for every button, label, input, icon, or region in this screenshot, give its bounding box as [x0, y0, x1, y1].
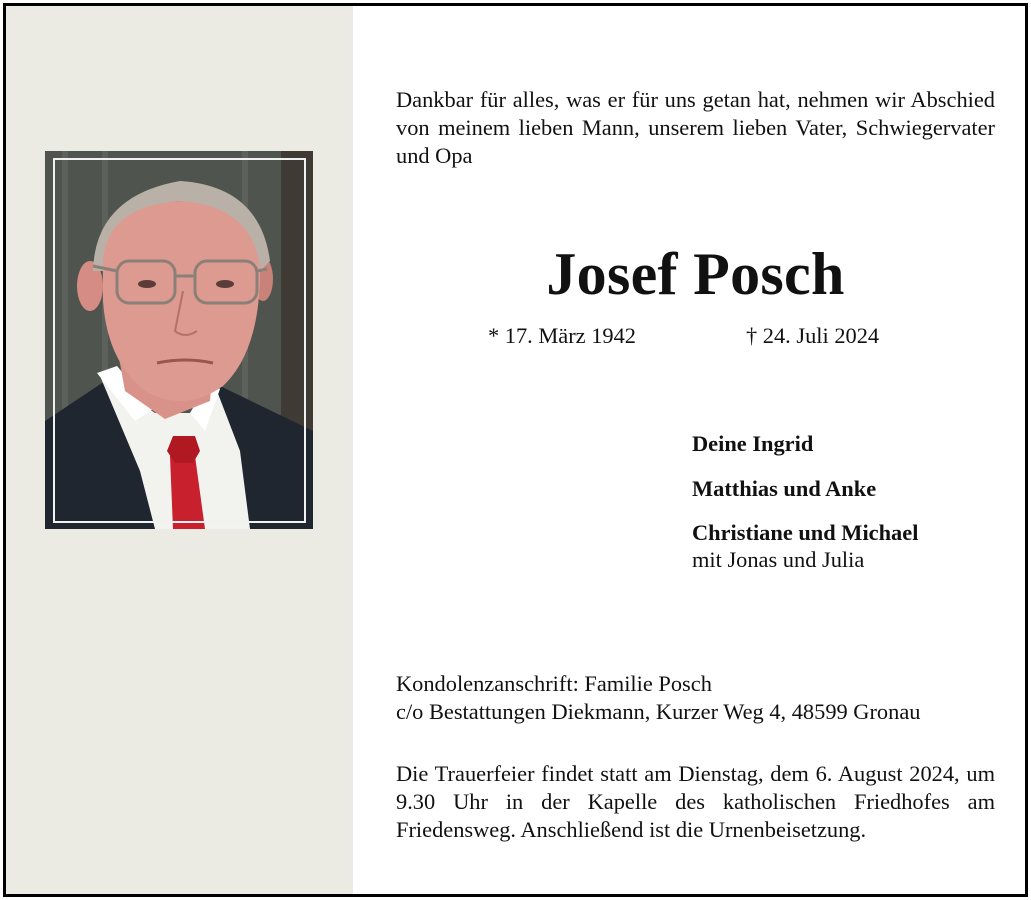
mourner-grandchildren: mit Jonas und Julia: [692, 547, 865, 572]
portrait-photo: [45, 151, 313, 529]
condolence-address: [396, 670, 995, 726]
deceased-name: Josef Posch: [546, 241, 845, 307]
death-date: † 24. Juli 2024: [746, 323, 880, 348]
mourner-child-1: Matthias und Anke: [692, 476, 877, 501]
mourner-child-2: Christiane und Michael: [692, 520, 919, 545]
intro-text: Dankbar für alles, was er für uns getan hat, nehmen wir Abschied von meinem lieben Mann, unserem lieben Vater, Schwiegervater und Opa: [396, 87, 995, 168]
condolence-line-2: c/o Bestattungen Diekmann, Kurzer Weg 4, 48599 Gronau: [396, 699, 921, 724]
condolence-line-1: Kondolenzanschrift: Familie Posch: [396, 671, 712, 696]
mourner-spouse: Deine Ingrid: [692, 431, 814, 456]
birth-date: * 17. März 1942: [488, 323, 636, 348]
ceremony-info: Die Trauerfeier findet statt am Dienstag, dem 6. August 2024, um 9.30 Uhr in der Kapelle des katholischen Friedhofes am Friedensweg. Anschließend ist die Urnenbeisetzung.: [396, 761, 995, 842]
obituary-card: [3, 3, 1028, 897]
portrait-illustration: [45, 151, 313, 529]
side-panel: [6, 6, 353, 894]
